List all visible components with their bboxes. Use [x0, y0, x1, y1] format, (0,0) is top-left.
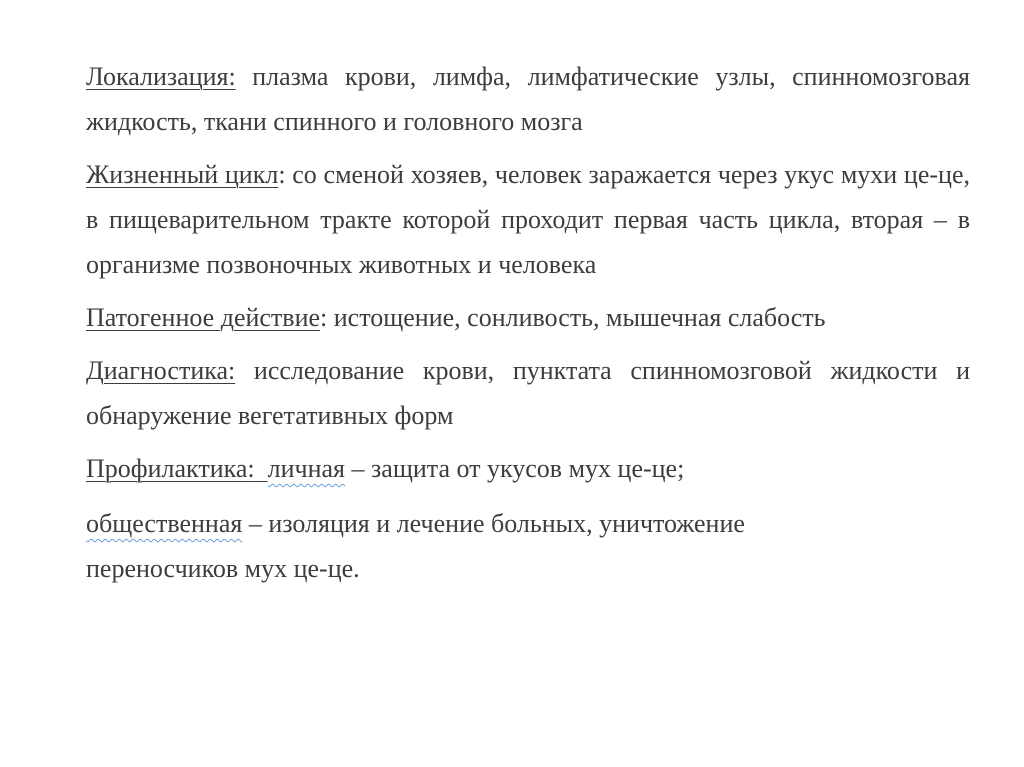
prevention-term: Профилактика:: [86, 454, 255, 483]
public-prevention-paragraph: [86, 501, 886, 591]
life-cycle-paragraph: [86, 152, 970, 287]
diagnostics-term: Диагностика:: [86, 356, 236, 385]
diagnostics-text: исследование крови, пунктата спинномозговой жидкости и обнаружение вегетативных форм: [86, 356, 970, 430]
prevention-text: – защита от укусов мух це-це;: [345, 454, 685, 483]
localization-term: Локализация:: [86, 62, 236, 91]
prevention-paragraph: [86, 446, 970, 491]
localization-paragraph: [86, 54, 970, 144]
pathogenic-text: : истощение, сонливость, мышечная слабость: [320, 303, 826, 332]
diagnostics-paragraph: [86, 348, 970, 438]
pathogenic-term: Патогенное действие: [86, 303, 321, 332]
prevention-space: [255, 454, 268, 483]
localization-text: плазма крови, лимфа, лимфатические узлы, спинномозговая жидкость, ткани спинного и головного мозга: [86, 62, 970, 136]
pathogenic-paragraph: [86, 295, 970, 340]
life-cycle-text: : со сменой хозяев, человек заражается через укус мухи це-це, в пищеварительном тракте которой проходит первая часть цикла, вторая – в организме позвоночных животных и человека: [86, 160, 970, 279]
prevention-personal: личная: [267, 454, 346, 483]
life-cycle-term: Жизненный цикл: [86, 160, 279, 189]
public-prevention-term: общественная: [86, 509, 243, 538]
public-prevention-text: – изоляция и лечение больных, уничтожение переносчиков мух це-це.: [86, 509, 745, 583]
